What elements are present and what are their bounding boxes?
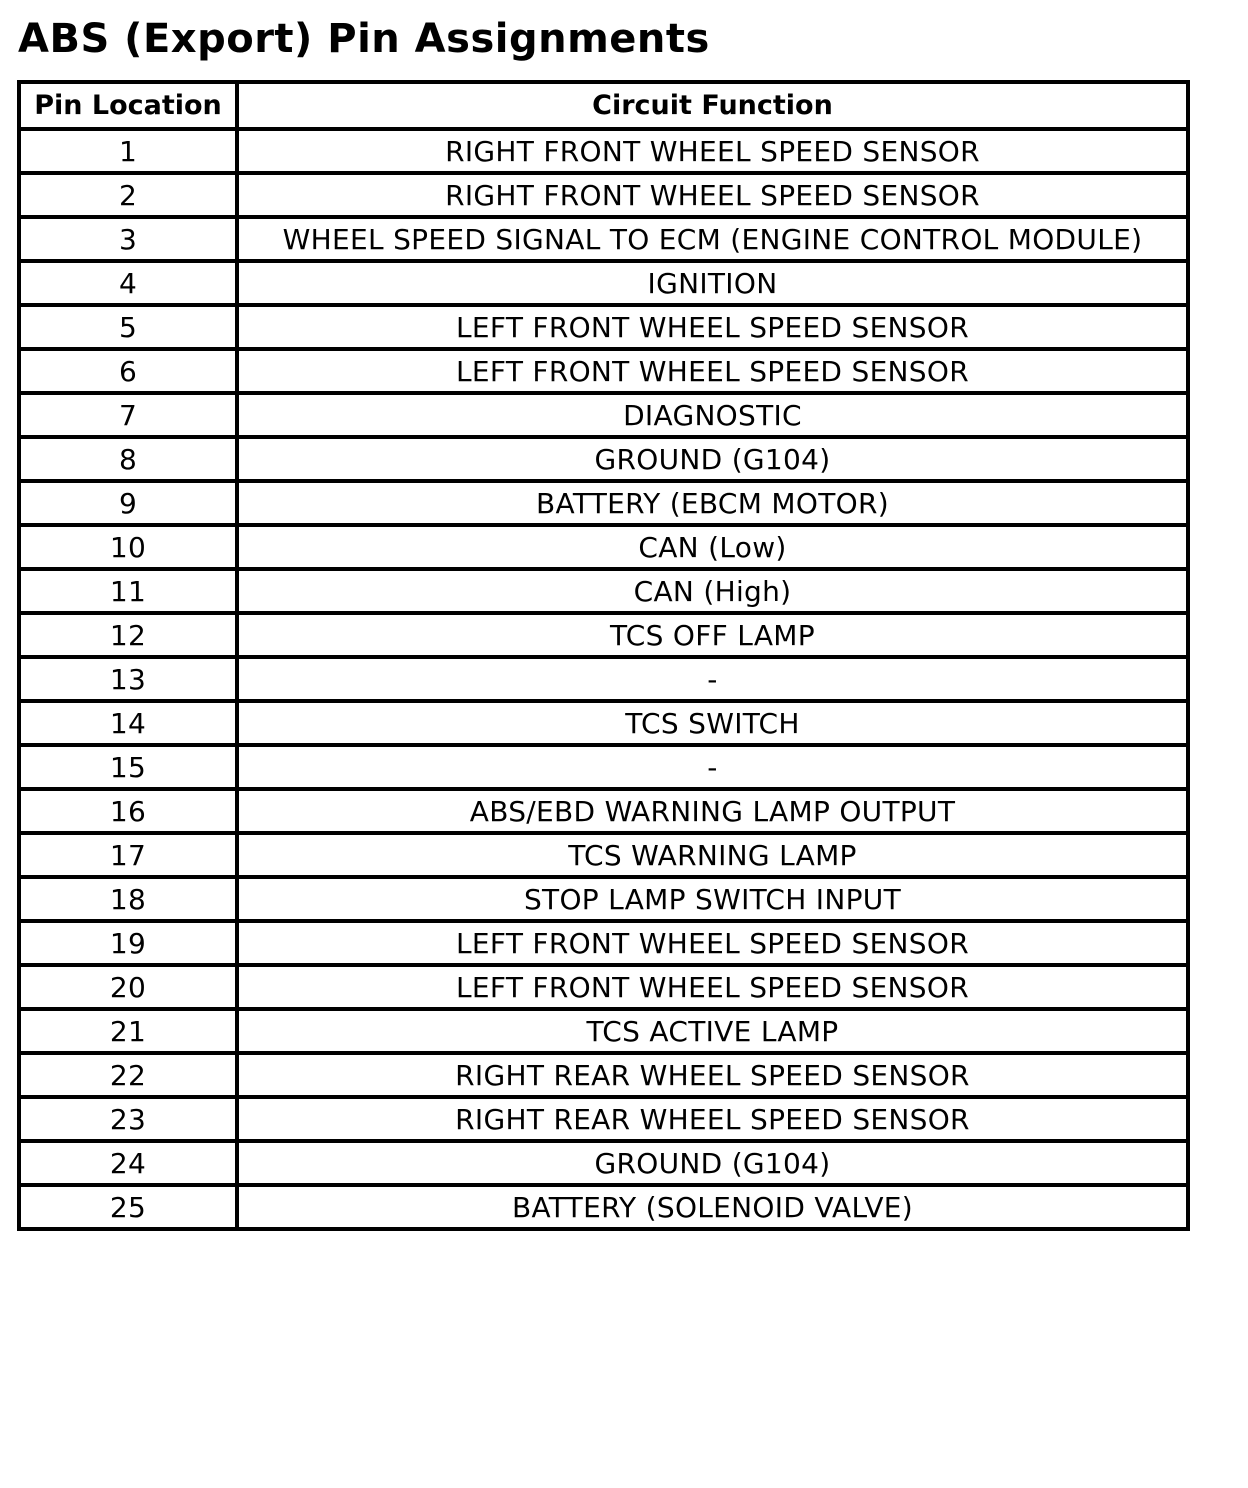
table-row <box>19 657 1188 701</box>
pin-number: 25 <box>19 1185 237 1229</box>
circuit-function: TCS ACTIVE LAMP <box>237 1009 1188 1053</box>
table-row <box>19 481 1188 525</box>
table-row <box>19 129 1188 173</box>
page-title: ABS (Export) Pin Assignments <box>18 16 710 62</box>
circuit-function: RIGHT FRONT WHEEL SPEED SENSOR <box>237 173 1188 217</box>
circuit-function: CAN (High) <box>237 569 1188 613</box>
pin-number: 7 <box>19 393 237 437</box>
pin-number: 22 <box>19 1053 237 1097</box>
table-header-row <box>19 82 1188 129</box>
pin-number: 17 <box>19 833 237 877</box>
pin-number: 21 <box>19 1009 237 1053</box>
circuit-function: RIGHT REAR WHEEL SPEED SENSOR <box>237 1053 1188 1097</box>
pin-number: 15 <box>19 745 237 789</box>
table-row <box>19 613 1188 657</box>
pin-number: 19 <box>19 921 237 965</box>
table-row <box>19 877 1188 921</box>
circuit-function: TCS WARNING LAMP <box>237 833 1188 877</box>
table-row <box>19 1009 1188 1053</box>
pin-number: 24 <box>19 1141 237 1185</box>
circuit-function: TCS SWITCH <box>237 701 1188 745</box>
pin-number: 16 <box>19 789 237 833</box>
circuit-function: STOP LAMP SWITCH INPUT <box>237 877 1188 921</box>
pin-number: 5 <box>19 305 237 349</box>
table-row <box>19 1141 1188 1185</box>
table-row <box>19 965 1188 1009</box>
pin-number: 20 <box>19 965 237 1009</box>
pin-number: 6 <box>19 349 237 393</box>
circuit-function: RIGHT FRONT WHEEL SPEED SENSOR <box>237 129 1188 173</box>
circuit-function: IGNITION <box>237 261 1188 305</box>
table-row <box>19 1185 1188 1229</box>
header-pin-location: Pin Location <box>19 82 237 129</box>
table-row <box>19 1097 1188 1141</box>
pin-number: 2 <box>19 173 237 217</box>
circuit-function: - <box>237 657 1188 701</box>
circuit-function: RIGHT REAR WHEEL SPEED SENSOR <box>237 1097 1188 1141</box>
pin-number: 14 <box>19 701 237 745</box>
pin-number: 13 <box>19 657 237 701</box>
circuit-function: GROUND (G104) <box>237 437 1188 481</box>
table-row <box>19 921 1188 965</box>
pin-number: 18 <box>19 877 237 921</box>
table-row <box>19 833 1188 877</box>
circuit-function: - <box>237 745 1188 789</box>
circuit-function: LEFT FRONT WHEEL SPEED SENSOR <box>237 305 1188 349</box>
circuit-function: LEFT FRONT WHEEL SPEED SENSOR <box>237 921 1188 965</box>
table-row <box>19 349 1188 393</box>
circuit-function: WHEEL SPEED SIGNAL TO ECM (ENGINE CONTROL MODULE) <box>237 217 1188 261</box>
table-row <box>19 525 1188 569</box>
pin-number: 11 <box>19 569 237 613</box>
table-row <box>19 701 1188 745</box>
pin-number: 23 <box>19 1097 237 1141</box>
table-row <box>19 1053 1188 1097</box>
table-row <box>19 305 1188 349</box>
pin-assignment-table <box>17 80 1190 1231</box>
pin-number: 9 <box>19 481 237 525</box>
circuit-function: GROUND (G104) <box>237 1141 1188 1185</box>
table-row <box>19 745 1188 789</box>
table-row <box>19 437 1188 481</box>
circuit-function: DIAGNOSTIC <box>237 393 1188 437</box>
pin-number: 1 <box>19 129 237 173</box>
header-circuit-function: Circuit Function <box>237 82 1188 129</box>
pin-number: 10 <box>19 525 237 569</box>
circuit-function: TCS OFF LAMP <box>237 613 1188 657</box>
pin-number: 8 <box>19 437 237 481</box>
table-row <box>19 393 1188 437</box>
pin-number: 4 <box>19 261 237 305</box>
pin-number: 3 <box>19 217 237 261</box>
pin-number: 12 <box>19 613 237 657</box>
circuit-function: BATTERY (EBCM MOTOR) <box>237 481 1188 525</box>
circuit-function: CAN (Low) <box>237 525 1188 569</box>
table-row <box>19 569 1188 613</box>
circuit-function: BATTERY (SOLENOID VALVE) <box>237 1185 1188 1229</box>
table-row <box>19 217 1188 261</box>
table-row <box>19 261 1188 305</box>
table-row <box>19 789 1188 833</box>
circuit-function: LEFT FRONT WHEEL SPEED SENSOR <box>237 349 1188 393</box>
table-row <box>19 173 1188 217</box>
circuit-function: LEFT FRONT WHEEL SPEED SENSOR <box>237 965 1188 1009</box>
circuit-function: ABS/EBD WARNING LAMP OUTPUT <box>237 789 1188 833</box>
